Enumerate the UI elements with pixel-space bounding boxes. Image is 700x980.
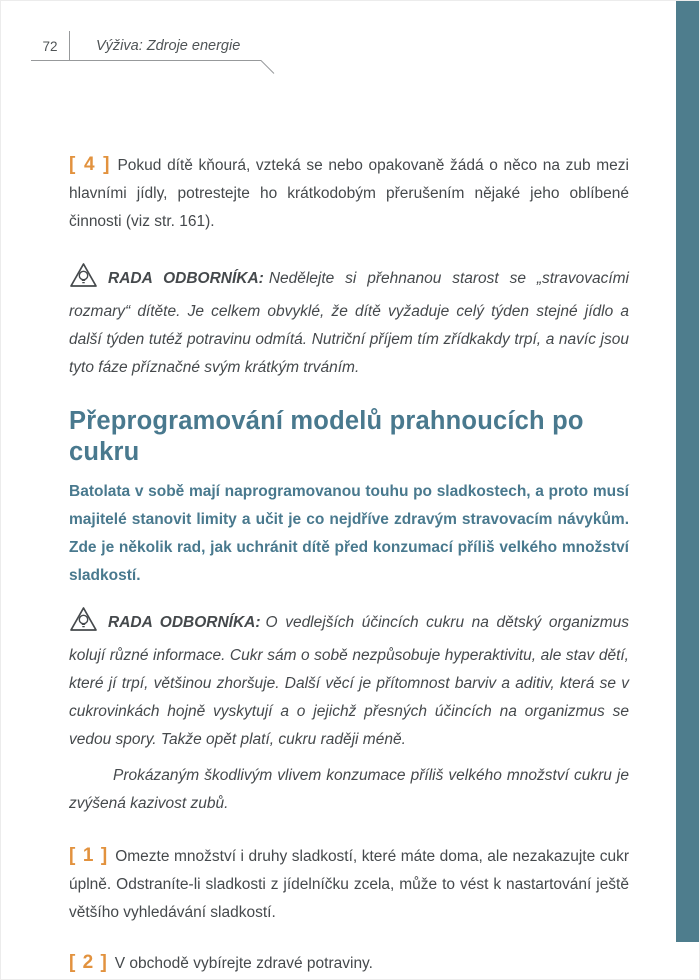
running-header	[31, 31, 277, 74]
item-4-text: Pokud dítě kňourá, vzteká se nebo opakovaně žádá o něco na zub mezi hlavními jídly, potrestejte ho krátkodobým přerušením nějaké jeho oblíbené činnosti (viz str. 161).	[69, 157, 629, 230]
lightbulb-triangle-icon	[69, 606, 98, 642]
header-rule	[31, 60, 277, 74]
header-divider	[69, 31, 70, 61]
numbered-item-1	[69, 842, 629, 927]
tip-2-text: O vedlejších účincích cukru na dětský organizmus kolují různé informace. Cukr sám o sobě nezpůsobuje hyperaktivitu, ale stav dětí, které jí trpí, většinou zhoršuje. Další věcí je přítomnost barviv a aditiv, která se v cukrovinkách hojně vyskytují a o jejichž přesných účincích na organizmus se vedou spory. Takže opět platí, cukru raději méně.	[69, 614, 630, 748]
tip-2-label: RADA ODBORNÍKA:	[108, 614, 261, 631]
running-header-title: Výživa: Zdroje energie	[96, 38, 241, 54]
expert-tip-2	[69, 606, 629, 754]
tip-1-text: Nedělejte si přehnanou starost se „stravovacími rozmary“ dítěte. Je celkem obvyklé, že dítě vyžaduje celý týden stejné jídlo a další týden tutéž potravinu odmítá. Nutriční příjem tím zřídkakdy trpí, a navíc jsou tyto fáze příznačné svým krátkým trváním.	[69, 270, 629, 376]
page-edge-bar	[676, 1, 699, 942]
lightbulb-triangle-icon	[69, 262, 98, 298]
tip-1-label: RADA ODBORNÍKA:	[108, 270, 264, 287]
page-body	[69, 151, 629, 978]
expert-tip-1	[69, 262, 629, 382]
item-1-text: Omezte množství i druhy sladkostí, které máte doma, ale nezakazujte cukr úplně. Odstraníte-li sladkosti z jídelníčku zcela, může to vést k nastartování ještě většího vyhledávání sladkostí.	[69, 848, 629, 921]
item-2-text: V obchodě vybírejte zdravé potraviny.	[114, 955, 373, 972]
page-number: 72	[42, 38, 58, 54]
intro-paragraph: Batolata v sobě mají naprogramovanou touhu po sladkostech, a proto musí majitelé stanovit limity a učit je co nejdříve zdravým stravovacím návykům. Zde je několik rad, jak uchránit dítě před konzumací příliš velkého množství sladkostí.	[69, 483, 629, 584]
tip-2-continuation: Prokázaným škodlivým vlivem konzumace příliš velkého množství cukru je zvýšená kazivost zubů.	[69, 767, 629, 812]
numbered-item-2	[69, 949, 629, 978]
section-heading: Přeprogramování modelů prahnoucích po cukru	[69, 407, 584, 466]
running-header-row	[31, 31, 277, 61]
item-4-marker: [ 4 ]	[69, 154, 111, 175]
item-1-marker: [ 1 ]	[69, 845, 109, 866]
item-2-marker: [ 2 ]	[69, 952, 108, 973]
numbered-item-4	[69, 151, 629, 236]
